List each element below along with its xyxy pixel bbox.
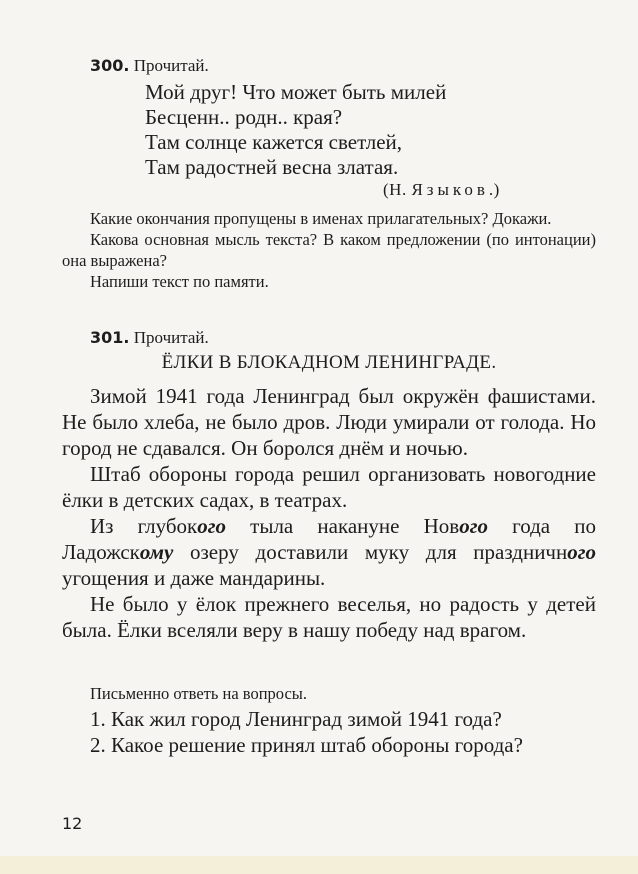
paragraph: Не было у ёлок прежнего веселья, но радость у детей была. Ёлки вселяли веру в нашу победу над врагом.	[62, 592, 596, 642]
highlighted-ending: ого	[459, 514, 488, 538]
answer-question: 1. Как жил город Ленинград зимой 1941 года?	[90, 707, 502, 731]
author-open: (Н.	[383, 180, 412, 199]
paragraph	[62, 513, 596, 591]
paragraph: Зимой 1941 года Ленинград был окружён фашистами. Не было хлеба, не было дров. Люди умирали от голода. Но город не сдавался. Он боролся днём и ночью.	[62, 384, 596, 460]
exercise-301-header	[90, 328, 209, 348]
poem-line: Мой друг! Что может быть милей	[145, 80, 447, 104]
author-close: .)	[488, 180, 500, 199]
text-fragment: года по Ладожск	[62, 514, 596, 564]
highlighted-ending: ого	[567, 540, 596, 564]
paragraph: Штаб обороны города решил организовать новогодние ёлки в детских садах, в театрах.	[62, 462, 596, 512]
text-fragment: Из глубок	[90, 514, 198, 538]
question: Какова основная мысль текста? В каком предложении (по интонации) она выражена?	[62, 230, 596, 270]
author-name: Языков	[411, 180, 489, 199]
text-fragment: тыла накануне Нов	[226, 514, 460, 538]
exercise-300-number: 300.	[90, 56, 130, 75]
answer-instruction: Письменно ответь на вопросы.	[90, 684, 307, 703]
text-title: ЁЛКИ В БЛОКАДНОМ ЛЕНИНГРАДЕ.	[161, 352, 497, 373]
question: Какие окончания пропущены в именах прилагательных? Докажи.	[90, 209, 552, 228]
text-fragment: угощения и даже мандарины.	[62, 566, 326, 590]
highlighted-ending: ому	[139, 540, 174, 564]
exercise-301-instruction: Прочитай.	[133, 328, 209, 347]
question: Напиши текст по памяти.	[90, 272, 269, 291]
poem	[145, 80, 446, 180]
answer-question: 2. Какое решение принял штаб обороны города?	[90, 733, 523, 757]
poem-line: Там радостней весна златая.	[145, 155, 399, 179]
page-number: 12	[62, 814, 83, 833]
text-fragment: озеру доставили муку для праздничн	[173, 540, 568, 564]
exercise-301-text	[62, 383, 596, 643]
poem-author	[383, 180, 500, 200]
poem-line: Там солнце кажется светлей,	[145, 130, 403, 154]
scan-edge	[0, 856, 638, 874]
poem-line: Бесценн.. родн.. края?	[145, 105, 343, 129]
highlighted-ending: ого	[197, 514, 227, 538]
exercise-300-questions	[62, 208, 596, 292]
exercise-300-instruction: Прочитай.	[133, 56, 209, 75]
exercise-300-header	[90, 56, 209, 76]
answer-questions	[62, 706, 596, 758]
exercise-301-number: 301.	[90, 328, 130, 347]
